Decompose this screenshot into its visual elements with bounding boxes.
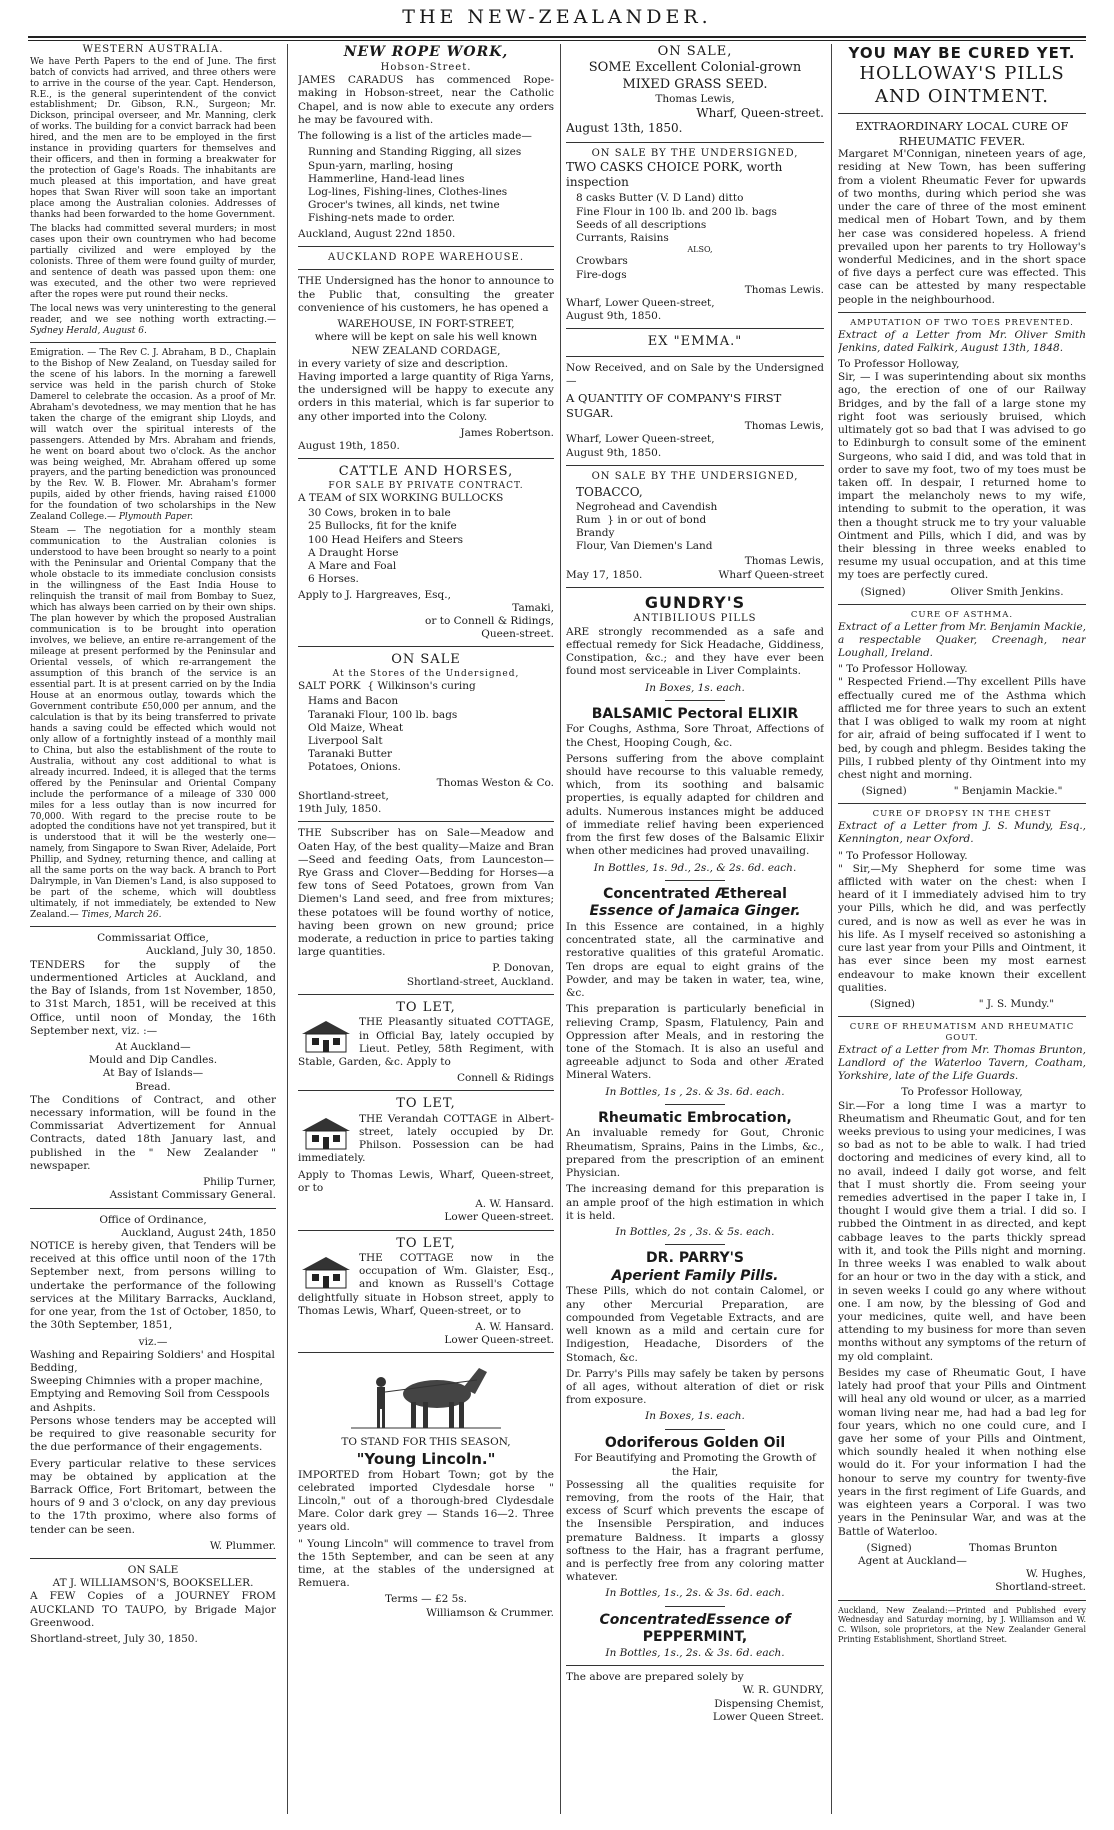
list-item: ALSO, — [687, 245, 713, 255]
signature: Oliver Smith Jenkins. — [950, 585, 1064, 598]
divider — [298, 1352, 554, 1353]
ad-heading: ON SALE BY THE UNDERSIGNED, — [591, 147, 799, 159]
divider — [665, 1104, 725, 1105]
ad-date: August 9th, 1850. — [566, 446, 662, 459]
ad-date: August 19th, 1850. — [298, 440, 400, 453]
notice-paragraph: NOTICE is hereby given, that Tenders will be received at this office until noon of the 17th September next, from persons willing to undertake the performance of the following services at the Military Barracks, Auckland, for one year, from the 1st of October, 1850, to the 30th September, 1851, — [30, 1240, 276, 1332]
ad-heading: Odoriferous Golden Oil — [604, 1434, 786, 1451]
signature: A. W. Hansard. — [475, 1320, 554, 1333]
divider — [838, 803, 1086, 804]
ad-place: Shortland-street, July 30, 1850. — [30, 1633, 198, 1646]
ad-heading: TO STAND FOR THIS SEASON, — [341, 1436, 511, 1449]
divider — [566, 328, 824, 329]
ad-paragraph: For Coughs, Asthma, Sore Throat, Affections of the Chest, Hooping Cough, &c. — [566, 723, 824, 749]
column-3: ON SALE, SOME Excellent Colonial-grown MIXED GRASS SEED. Thomas Lewis, Wharf, Queen-street. August 13th, 1850. ON SALE BY THE UNDERSIGNED, TWO CASKS CHOICE PORK, worth inspection 8 casks Butter (V. D Land) ditto Fine Flour in 100 lb. and 200 lb. bags Seeds of all descriptions Currants, Raisins ALSO, Crowbars Fire-dogs Thomas Lewis. Wharf, Lower Queen-street, August 9th, 1850. EX "EMMA." Now Received, and on Sale by the Undersigned— A QUANTITY OF COMPANY'S FIRST SUGAR. Thomas Lewis, Wharf, Lower Queen-street, August 9th, 1850. ON SALE BY THE UNDERSIGNED, TOBACCO, Negrohead and Cavendish Rum } in or out of bond Brandy Flour, Van Diemen's Land Thomas Lewis, May 17, 1850. Wharf Queen-street GUNDRY'S ANTIBILIOUS PILLS ARE strongly recommended as a safe and effectual remedy for Sick Headache, Giddiness, Constipation, &c.; and they have ever been found most serviceable in Liver Complaints. In Boxes, 1s. each. BALSAMIC Pectoral ELIXIR For Coughs, Asthma, Sore Throat, Affections of the Chest, Hooping Cough, &c. Persons suffering from the above complaint should have recourse to this valuable remedy, which, from its soothing and balsamic properties, is equally adapted for children and adults. Numerous instances might be adduced of immediate relief having been experienced from the first few doses of the Balsamic Elixir when other medicines had proved unavailing. In Bottles, 1s. 9d., 2s., & 2s. 6d. each. Concentrated Æthereal Essence of Jamaica Ginger. In this Essence are contained, in a highly concentrated state, all the carminative and restorative qualities of this grateful Aromatic. Ten drops are equal to eight grains of the Powder, and may be taken in water, tea, wine, &c. This preparation is particularly beneficial in relieving Cramp, Spasm, Flatulency, Pain and Oppression after Meals, and in restoring the tone of the Stomach. It is also an useful and agreeable adjunct to Soda and other Ærated Mineral Waters. In Bottles, 1s , 2s. & 3s. 6d. each. Rheumatic Embrocation, An invaluable remedy for Gout, Chronic Rheumatism, Sprains, Pains in the Limbs, &c., prepared from the prescription of an eminent Physician. The increasing demand for this preparation is an ample proof of the high estimation in which it is held. In Bottles, 2s , 3s. & 5s. each. DR. PARRY'S Aperient Family Pills. These Pills, which do not contain Calomel, or any other Mercurial Preparation, are compounded from Vegetable Extracts, and are well known as a mild and certain cure for Indigestion, Headache, Disorders of the Stomach, &c. Dr. Parry's Pills may safely be taken by persons of all ages, without alteration of diet or risk from exposure. In Boxes, 1s. each. Odoriferous Golden Oil For Beautifying and Promoting the Growth of the Hair, Possessing all the qualities requisite for removing, from the roots of the Hair, that excess of Scurf which prevents the escape of the Insensible Perspiration, and induces premature Baldness. It imparts a glossy softness to the Hair, has a fragrant perfume, and is perfectly free from any coloring matter whatever. In Bottles, 1s., 2s. & 3s. 6d. each. ConcentratedEssence of PEPPERMINT, In Bottles, 1s., 2s. & 3s. 6d. each. The above are prepared solely by W. R. GUNDRY, Dispensing Chemist, Lower Queen Street. — [566, 44, 824, 1723]
divider — [566, 465, 824, 466]
signature: Connell & Ridings — [456, 1072, 554, 1085]
signature: Philip Turner, — [203, 1176, 276, 1189]
ad-heading: ConcentratedEssence of — [599, 1611, 791, 1628]
letter-extract: Extract of a Letter from Mr. Oliver Smith Jenkins, dated Falkirk, August 13th, 1848. — [838, 328, 1086, 354]
ad-line: TWO CASKS CHOICE PORK, worth inspection — [566, 160, 783, 190]
ad-terms: Terms — £2 5s. — [384, 1593, 468, 1606]
horse-illustration-icon — [351, 1358, 501, 1432]
letter-body: Sir.—For a long time I was a martyr to Rheumatism and Rheumatic Gout, and for ten weeks previous to using your medicines, I was so bad as not to be able to walk. I had tried doctoring and medicines of every kind, all to no avail, indeed I daily got worse, and felt that I must shortly die. From seeing your remedies advertised in the paper I take in, I thought I would give them a trial. I did so. I rubbed the Ointment in as directed, and kept cabbage leaves to the parts thickly spread with it, and took the Pills night and morning. In three weeks I was enabled to walk about for an hour or two in the day with a stick, and in seven weeks I could go any where without one. I am now, by the blessing of God and your medicines, quite well, and have been attending to my business for more than seven months without any symptoms of the return of my old complaint. — [838, 1099, 1086, 1363]
letter-salutation: " To Professor Holloway. — [838, 663, 968, 676]
article-source: Times, March 26. — [81, 910, 162, 921]
list-item: Currants, Raisins — [576, 232, 669, 245]
ad-subheading: Hobson-Street. — [380, 61, 472, 73]
ad-heading: TO LET, — [396, 999, 456, 1015]
ad-price: In Bottles, 2s , 3s. & 5s. each. — [615, 1226, 775, 1238]
divider — [30, 342, 276, 343]
list-item: Fire-dogs — [576, 268, 627, 281]
list-item: Log-lines, Fishing-lines, Clothes-lines — [308, 185, 508, 198]
column-divider — [560, 44, 561, 1814]
signature: " J. S. Mundy." — [978, 998, 1055, 1010]
ad-title: "Young Lincoln." — [356, 1449, 496, 1468]
ad-paragraph: THE Verandah COTTAGE in Albert-street, lately occupied by Dr. Philson. Possession can be had immediately. — [298, 1112, 554, 1165]
ad-subheading: ANTIBILIOUS PILLS — [633, 613, 757, 625]
cottage-illustration-icon — [298, 1115, 354, 1151]
ad-price: In Boxes, 1s. each. — [645, 681, 745, 694]
ad-heading: AUCKLAND ROPE WAREHOUSE. — [327, 251, 525, 263]
article-paragraph: Steam — The negotiation for a monthly steam communication to the Australian colonies is understood to have been brought so nearly to a point with the Peninsular and Oriental Company that the whole obstacle to its immediate conclusion consists in the willingness of the East India House to relinquish the transit of mail from Bombay to Suez, which has always been carried on by their own ships. The plan however by which the proposed Australian communication is to be brought into operation involves, we believe, an entire re-arrangement of the mileage at present performed by the Peninsular and Oriental vessels, of which re-arrangement the assumption of this branch of the service is an essential part. It is at present carried on by the India House at an enormous outlay, towards which the Government contribute £50,000 per annum, and the calculation is that by its being transferred to private hands a saving could be effected which would not only allow of a fortnightly instead of a monthly mail to China, but also the establishment of the route to Australia, without any cost additional to what is already incurred. Indeed, it is alleged that the terms offered by the Peninsular and Oriental Company include the performance of a mileage of 330 000 miles for a less outlay than is now incurred for 70,000. With regard to the precise route to be adopted the conditions have not yet transpired, but it is understood that it will be the westerly one—namely, from Singapore to Swan River, Adelaide, Port Phillip, and Sydney, returning thence, and calling at all the same ports on the way back. A branch to Port Dalrymple, in Van Diemen's Land, is also supposed to be part of the scheme, which will doubtless ultimately, if not immediately, be extended to New Zealand.— — [30, 526, 276, 921]
list-item: TOBACCO, — [576, 485, 643, 500]
ad-paragraph: Persons suffering from the above complaint should have recourse to this valuable remedy, which, from its soothing and balsamic properties, is equally adapted for children and adults. Numerous instances might be adduced of immediate relief having been experienced from the first few doses of the Balsamic Elixir when other medicines had proved unavailing. — [566, 752, 824, 858]
divider — [30, 1558, 276, 1559]
signature: Thomas Lewis. — [744, 283, 824, 296]
signed-label: (Signed) — [861, 785, 907, 798]
ad-heading: ON SALE — [391, 652, 461, 668]
agent-name: W. Hughes, — [1026, 1568, 1086, 1581]
divider — [665, 880, 725, 881]
divider — [566, 587, 824, 588]
article-paragraph: The blacks had committed several murders; in most cases upon their own countrymen who had become partially civilized and were employed by the colonists. Three of them were found guilty of murder, and sentence of death was passed upon them: one was executed, and the other two were reprieved after the ropes were put round their necks. — [30, 224, 276, 300]
divider — [838, 113, 1086, 114]
list-item: Flour, Van Diemen's Land — [576, 540, 713, 553]
list-item: Hammerline, Hand-lead lines — [308, 172, 465, 185]
list-item: 30 Cows, broken in to bale — [308, 507, 451, 520]
ad-line: in every variety of size and description. — [298, 357, 509, 370]
ad-place: Lower Queen Street. — [712, 1710, 824, 1723]
notice-paragraph: TENDERS for the supply of the undermentioned Articles at Auckland, and the Bay of Islands, from 1st November, 1850, to 31st March, 1851, will be received at this Office, until noon of Monday, the 16th September next, viz. :— — [30, 958, 276, 1037]
ad-paragraph: THE COTTAGE now in the occupation of Wm. Glaister, Esq., and known as Russell's Cottage delightfully situate in Hobson street, apply to Thomas Lewis, Wharf, Queen-street, or to — [298, 1251, 554, 1317]
ad-subheading: AT J. WILLIAMSON'S, BOOKSELLER. — [52, 1577, 254, 1590]
ad-subheading: For Beautifying and Promoting the Growth of the Hair, — [574, 1452, 816, 1478]
ad-date: Auckland, August 22nd 1850. — [298, 227, 456, 240]
ad-price: In Boxes, 1s. each. — [645, 1410, 745, 1423]
notice-office: Office of Ordinance, — [99, 1213, 207, 1226]
divider — [298, 269, 554, 270]
list-item: At Bay of Islands— — [102, 1067, 204, 1080]
signature: Thomas Lewis, — [744, 555, 824, 568]
ad-line: Queen-street. — [481, 628, 554, 641]
signature: Thomas Lewis, — [744, 420, 824, 433]
ad-place: Lower Queen-street. — [444, 1334, 554, 1347]
list-item: Bread. — [135, 1080, 171, 1093]
ad-heading: Concentrated Æthereal — [603, 885, 787, 902]
list-item: Fine Flour in 100 lb. and 200 lb. bags — [576, 205, 777, 218]
signature: P. Donovan, — [492, 962, 554, 975]
list-item: Rum — [576, 513, 601, 526]
signature: W. Plummer. — [209, 1539, 276, 1552]
ad-heading: GUNDRY'S — [644, 592, 746, 612]
article-source: Plymouth Paper. — [118, 512, 194, 523]
divider — [30, 926, 276, 927]
agent-place: Shortland-street. — [995, 1581, 1086, 1594]
signature: Williamson & Crummer. — [426, 1606, 554, 1619]
notice-paragraph: The Conditions of Contract, and other necessary information, will be found in the Commissariat Advertizement for Annual Contracts, dated 18th January last, and published in the " New Zealander " newspaper. — [30, 1093, 276, 1172]
ad-subheading: At the Stores of the Undersigned, — [332, 668, 520, 679]
list-item: A Mare and Foal — [308, 560, 397, 573]
divider — [665, 700, 725, 701]
signature-title: Dispensing Chemist, — [714, 1697, 824, 1710]
notice-viz: viz.— — [138, 1335, 168, 1348]
signature: W. R. GUNDRY, — [742, 1684, 824, 1697]
ad-heading: ON SALE, — [657, 44, 733, 59]
list-item: Liverpool Salt — [308, 734, 383, 747]
ad-place: Wharf Queen-street — [718, 568, 824, 581]
ad-paragraph: In this Essence are contained, in a highly concentrated state, all the carminative and restorative qualities of this grateful Aromatic. Ten drops are equal to eight grains of the Powder, and may be taken in water, tea, wine, &c. — [566, 921, 824, 1000]
ad-place: Wharf, Lower Queen-street, — [566, 296, 715, 309]
ad-paragraph: Having imported a large quantity of Riga Yarns, the undersigned will be happy to execute any orders in this material, which is far superior to any other imported into the Colony. — [298, 370, 554, 423]
list-item: 25 Bullocks, fit for the knife — [308, 520, 457, 533]
column-divider — [287, 44, 288, 1814]
notice-office: Commissariat Office, — [97, 932, 209, 945]
ad-subheading: FOR SALE BY PRIVATE CONTRACT. — [328, 480, 524, 491]
ad-paragraph: This preparation is particularly beneficial in relieving Cramp, Spasm, Flatulency, Pain and Oppression after Meals, and in restoring the tone of the Stomach. It is also an useful and agreeable adjunct to Soda and other Ærated Mineral Waters. — [566, 1003, 824, 1082]
cottage-illustration-icon — [298, 1254, 354, 1290]
letter-extract: Extract of a Letter from J. S. Mundy, Esq., Kennington, near Oxford. — [838, 820, 1086, 846]
article-source: Sydney Herald, August 6. — [30, 325, 147, 336]
list-item: Emptying and Removing Soil from Cesspools and Ashpits. — [30, 1388, 270, 1414]
letter-extract: Extract of a Letter from Mr. Benjamin Mackie, a respectable Quaker, Creenagh, near Loughall, Ireland. — [838, 620, 1086, 660]
ad-line: where will be kept on sale his well known — [314, 331, 538, 344]
ad-paragraph: SOME Excellent Colonial-grown MIXED GRASS SEED. — [588, 60, 802, 92]
column-2: NEW ROPE WORK, Hobson-Street. JAMES CARADUS has commenced Rope-making in Hobson-street, near the Catholic Chapel, and is now able to execute any orders he may be favoured with. The following is a list of the articles made— Running and Standing Rigging, all sizes Spun-yarn, marling, hosing Hammerline, Hand-lead lines Log-lines, Fishing-lines, Clothes-lines Grocer's twines, all kinds, net twine Fishing-nets made to order. Auckland, August 22nd 1850. AUCKLAND ROPE WAREHOUSE. THE Undersigned has the honor to announce to the Public that, consulting the greater convenience of his customers, he has opened a WAREHOUSE, IN FORT-STREET, where will be kept on sale his well known NEW ZEALAND CORDAGE, in every variety of size and description. Having imported a large quantity of Riga Yarns, the undersigned will be happy to execute any orders in this material, which is far superior to any other imported into the Colony. James Robertson. August 19th, 1850. CATTLE AND HORSES, FOR SALE BY PRIVATE CONTRACT. A TEAM of SIX WORKING BULLOCKS 30 Cows, broken in to bale 25 Bullocks, fit for the knife 100 Head Heifers and Steers A Draught Horse A Mare and Foal 6 Horses. Apply to J. Hargreaves, Esq., Tamaki, or to Connell & Ridings, Queen-street. ON SALE At the Stores of the Undersigned, SALT PORK { Wilkinson's curing Hams and Bacon Taranaki Flour, 100 lb. bags Old Maize, Wheat Liverpool Salt Taranaki Butter Potatoes, Onions. Thomas Weston & Co. Shortland-street, 19th July, 1850. THE Subscriber has on Sale—Meadow and Oaten Hay, of the best quality—Maize and Bran—Seed and feeding Oats, from Launceston—Rye Grass and Clover—Bedding for Horses—a few tons of Seed Potatoes, grown from Van Diemen's Land seed, and free from mixtures; these potatoes will be found worthy of notice, having been grown on new ground; price moderate, a reduction in price to parties taking large quantities. P. Donovan, Shortland-street, Auckland. TO LET, THE Pleasantly situated COTTAGE, in Official Bay, lately occupied by Lieut. Petley, 58th Regiment, with Stable, Garden, &c. Apply to Connell & Ridings TO LET, THE Verandah COTTAGE in Albert-street, lately occupied by Dr. Philson. Possession can be had immediately. Apply to Thomas Lewis, Wharf, Queen-street, or to A. W. Hansard. Lower Queen-street. TO LET, THE COTTAGE now in the occupation of Wm. Glaister, Esq., and known as Russell's Cottage delightfully situate in Hobson street, apply to Thomas Lewis, Wharf, Queen-street, or to A. W. Hansard. Lower Queen-street. TO STAND FOR THIS SEASON, "Young Lincoln." IMPORTED from Hobart Town; got by the celebrated imported Clydesdale horse " Lincoln," out of a thorough-bred Clydesdale Mare. Color dark grey — Stands 16—2. Three years old. " Young Lincoln" will commence to travel from the 15th September, and can be seen at any time, at the stables of the undersigned at Remuera. Terms — £2 5s. Williamson & Crummer. — [298, 44, 554, 1619]
ad-place: Lower Queen-street. — [444, 1211, 554, 1224]
signature: Wharf, Queen-street. — [696, 106, 824, 121]
list-item: Potatoes, Onions. — [308, 761, 401, 774]
divider — [838, 1016, 1086, 1017]
signed-label: (Signed) — [866, 1541, 912, 1554]
divider — [298, 821, 554, 822]
ad-heading: Essence of Jamaica Ginger. — [589, 903, 801, 920]
ad-date: May 17, 1850. — [566, 568, 643, 581]
letter-body: " Sir,—My Shepherd for some time was afflicted with water on the chest: when I heard of it I immediately advised him to try your Pills, which he did, and was perfectly cured, and is now as well as ever he was in his life. As I myself received so astonishing a cure last year from your Pills and Ointment, it has ever since been my most earnest endeavour to make known their excellent qualities. — [838, 862, 1086, 994]
signature-title: Assistant Commissary General. — [109, 1189, 276, 1202]
list-item: Old Maize, Wheat — [308, 721, 404, 734]
article-heading: WESTERN AUSTRALIA. — [82, 44, 224, 55]
masthead: THE NEW-ZEALANDER. — [402, 6, 712, 28]
list-item: Hams and Bacon — [308, 695, 399, 708]
section-heading: CURE OF DROPSY IN THE CHEST — [872, 809, 1052, 820]
ad-date: August 13th, 1850. — [566, 121, 683, 136]
divider — [838, 1600, 1086, 1601]
ad-paragraph: Dr. Parry's Pills may safely be taken by persons of all ages, without alteration of diet or risk from exposure. — [566, 1367, 824, 1407]
ad-paragraph: Possessing all the qualities requisite for removing, from the roots of the Hair, that excess of Scurf which prevents the escape of the Insensible Perspiration, and induces premature Baldness. It imparts a glossy softness to the Hair, has a fragrant perfume, and is perfectly free from any coloring matter whatever. — [566, 1478, 824, 1584]
ad-price: In Bottles, 1s., 2s. & 3s. 6d. each. — [605, 1587, 785, 1600]
list-item: Washing and Repairing Soldiers' and Hospital Bedding, — [30, 1348, 275, 1374]
letter-body: Sir, — I was superintending about six months ago, the erection of one of our Railway Bridges, and by the fall of a large stone my right foot was seriously bruised, which ultimately got so bad that I was advised to go to Edinburgh to consult some of the eminent Surgeons, who said I did, and was told that in order to save my foot, two of my toes must be taken off. In despair, I returned home to impart the melancholy news to my wife, intending to submit to the operation, it was then a thought struck me to try your valuable Ointment and Pills, which I did, and was by their blessing in three weeks enabled to resume my usual occupation, and at this time my toes are perfectly cured. — [838, 371, 1086, 582]
ad-line: WAREHOUSE, IN FORT-STREET, — [337, 318, 515, 331]
ad-paragraph: JAMES CARADUS has commenced Rope-making in Hobson-street, near the Catholic Chapel, and is now able to execute any orders he may be favoured with. — [298, 74, 554, 126]
imprint: Auckland, New Zealand:—Printed and Published every Wednesday and Saturday morning, by J. Williamson and W. C. Wilson, sole proprietors, at the New Zealander General Printing Establishment, Shortland Street. — [838, 1605, 1086, 1644]
ad-date: August 9th, 1850. — [566, 310, 662, 323]
list-item: 6 Horses. — [308, 573, 359, 586]
list-item: 8 casks Butter (V. D Land) ditto — [576, 192, 744, 205]
list-item: Negrohead and Cavendish — [576, 500, 718, 513]
list-item: A Draught Horse — [308, 546, 399, 559]
divider — [665, 1244, 725, 1245]
divider — [566, 356, 824, 357]
section-heading: CURE OF RHEUMATISM AND RHEUMATIC GOUT. — [849, 1022, 1075, 1043]
letter-body: Besides my case of Rheumatic Gout, I have lately had proof that your Pills and Ointment will heal any old wound or ulcer, as a married woman living near me, had had a bad leg for four years, which no one could cure, and I gave her some of your Pills and Ointment, which soundly healed it when nothing else would do it. For your information I had the honour to serve my country for twenty-five years in the first regiment of Life Guards, and was eighteen years a Corporal. I was two years in the Peninsular War, and was at the Battle of Waterloo. — [838, 1366, 1086, 1538]
ad-heading: DR. PARRY'S — [646, 1250, 744, 1267]
list-item: 100 Head Heifers and Steers — [308, 533, 463, 546]
ad-place: Shortland-street, Auckland. — [406, 975, 554, 988]
masthead-rule — [28, 36, 1086, 41]
divider — [298, 458, 554, 459]
ad-paragraph: Margaret M'Connigan, nineteen years of age, residing at New Town, has been suffering from a violent Rheumatic Fever for upwards of two months, during which period she was under the care of three of the most eminent medical men of Hobart Town, and by them her case was considered hopeless. A friend prevailed upon her parents to try Holloway's wonderful Medicines, and in the short space of five days a perfect cure was effected. This case can be attested by many respectable people in the neighbourhood. — [838, 148, 1086, 306]
ad-heading: EX "EMMA." — [647, 334, 743, 350]
ad-price: In Bottles, 1s. 9d., 2s., & 2s. 6d. each. — [593, 861, 797, 874]
ad-paragraph: THE Pleasantly situated COTTAGE, in Official Bay, lately occupied by Lieut. Petley, 58th Regiment, with Stable, Garden, &c. Apply to — [298, 1016, 554, 1068]
agent-label: Agent at Auckland— — [858, 1554, 967, 1567]
ad-heading: PEPPERMINT, — [642, 1629, 748, 1646]
ad-price: In Bottles, 1s , 2s. & 3s. 6d. each. — [605, 1085, 785, 1098]
ad-paragraph: The following is a list of the articles made— — [298, 130, 532, 143]
divider — [298, 246, 554, 247]
signature: James Robertson. — [460, 426, 554, 439]
ad-paragraph: The increasing demand for this preparation is an ample proof of the high estimation in which it is held. — [566, 1183, 824, 1222]
article-paragraph: The local news was very uninteresting to the general reader, and we see nothing worth extracting.— — [30, 303, 276, 325]
notice-place: Auckland, July 30, 1850. — [145, 945, 276, 958]
list-item: Sweeping Chimnies with a proper machine, — [30, 1375, 263, 1388]
divider — [298, 1090, 554, 1091]
ad-line: Apply to J. Hargreaves, Esq., — [298, 588, 451, 601]
ad-paragraph: These Pills, which do not contain Calomel, or any other Mercurial Preparation, are compounded from Vegetable Extracts, and are well known as a mild and certain cure for Indigestion, Headache, Disorders of the Stomach, &c. — [566, 1285, 824, 1364]
ad-heading: YOU MAY BE CURED YET. — [848, 44, 1076, 62]
column-divider — [831, 44, 832, 1814]
ad-heading: HOLLOWAY'S PILLS AND OINTMENT. — [859, 62, 1065, 107]
ad-paragraph: A FEW Copies of a JOURNEY FROM AUCKLAND TO TAUPO, by Brigade Major Greenwood. — [30, 1590, 276, 1629]
ad-heading: ON SALE — [127, 1564, 179, 1577]
list-item: At Auckland— — [115, 1040, 191, 1053]
ad-heading: TO LET, — [396, 1235, 456, 1251]
article-paragraph: Emigration. — The Rev C. J. Abraham, B D., Chaplain to the Bishop of New Zealand, on Tuesday sailed for the scene of his labors. In the morning a farewell service was held in the parish church of Stoke Damerel to celebrate the occasion. As a proof of Mr. Abraham's devotedness, we may mention that he has taken the charge of the emigrant ship Lloyds, and will watch over the spiritual interests of the passengers. Attended by Mrs. Abraham and friends, he went on board about two o'clock. As the anchor was being weighed, Mr. Abraham offered up some prayers, and the parting benediction was pronounced by the Rev. W. B. Flower. Mr. Abraham's former pupils, aided by other friends, having raised £1000 for the foundation of two scholarships in the New Zealand College.— — [30, 347, 276, 523]
divider — [838, 312, 1086, 313]
notice-paragraph: Persons whose tenders may be accepted will be required to give reasonable security for the due performance of their engagements. — [30, 1414, 276, 1454]
ad-line: NEW ZEALAND CORDAGE, — [351, 344, 501, 357]
letter-salutation: To Professor Holloway, — [901, 1086, 1023, 1099]
letter-salutation: " To Professor Holloway. — [838, 849, 968, 862]
divider — [30, 1208, 276, 1209]
divider — [298, 646, 554, 647]
signed-label: (Signed) — [869, 998, 916, 1010]
divider — [298, 1230, 554, 1231]
list-item: Brandy — [576, 527, 615, 539]
divider — [566, 142, 824, 143]
ad-heading: Rheumatic Embrocation, — [598, 1109, 792, 1126]
notice-place: Auckland, August 24th, 1850 — [121, 1226, 276, 1239]
signature: A. W. Hansard. — [475, 1198, 554, 1211]
ad-paragraph: The above are prepared solely by — [566, 1671, 744, 1684]
ad-paragraph: An invaluable remedy for Gout, Chronic Rheumatism, Sprains, Pains in the Limbs, &c., prepared from the prescription of an eminent Physician. — [566, 1127, 824, 1180]
ad-place: Wharf, Lower Queen-street, — [566, 433, 715, 446]
list-item: Wilkinson's curing — [377, 680, 476, 693]
section-heading: AMPUTATION OF TWO TOES PREVENTED. — [850, 317, 1074, 328]
ad-date: 19th July, 1850. — [298, 803, 382, 816]
list-item: Grocer's twines, all kinds, net twine — [308, 199, 500, 212]
ad-paragraph: THE Subscriber has on Sale—Meadow and Oaten Hay, of the best quality—Maize and Bran—Seed and feeding Oats, from Launceston—Rye Grass and Clover—Bedding for Horses—a few tons of Seed Potatoes, grown from Van Diemen's Land seed, and free from mixtures; these potatoes will be found worthy of notice, having been grown on new ground; price moderate, a reduction in price to parties taking large quantities. — [298, 827, 554, 959]
ad-heading: NEW ROPE WORK, — [343, 44, 509, 60]
divider — [665, 1429, 725, 1430]
list-item: Taranaki Butter — [308, 748, 392, 761]
article-paragraph: We have Perth Papers to the end of June. The first batch of convicts had arrived, and three others were to arrive in the course of the year. Capt. Henderson, R.E., is the general superintendent of the convict establishment; Dr. Gibson, R.N., Surgeon; Mr. Dickson, principal overseer, and Mr. Manning, clerk of works. The building for a convict barrack had been hired, and the men are to be employed in the first instance in providing quarters for themselves and their officers, and then in forming a breakwater for the protection of Gage's Roads. The inhabitants are much pleased at this importation, and have great hopes that Swan River will soon take an important place among the Australian colonies. Addresses of thanks had been forwarded to the home Government. — [30, 56, 276, 221]
divider — [298, 994, 554, 995]
signature: Thomas Lewis, — [655, 93, 735, 106]
divider — [566, 1665, 824, 1666]
letter-body: " Respected Friend.—Thy excellent Pills have effectually cured me of the Asthma which afflicted me for three years to such an extent that I was obliged to walk my room at night for air, afraid of being suffocated if I went to bed, by cough and phlegm. Besides taking the Pills, I rubbed plenty of thy Ointment into my chest night and morning. — [838, 676, 1086, 782]
signature: Thomas Weston & Co. — [436, 776, 554, 789]
ad-line: A TEAM of SIX WORKING BULLOCKS — [298, 491, 504, 504]
ad-paragraph: Now Received, and on Sale by the Undersigned— — [566, 361, 824, 388]
cottage-illustration-icon — [298, 1018, 354, 1054]
ad-price: In Bottles, 1s., 2s. & 3s. 6d. each. — [605, 1646, 785, 1659]
section-heading: EXTRAORDINARY LOCAL CURE OF RHEUMATIC FEVER. — [855, 119, 1069, 148]
signature: Thomas Brunton — [968, 1541, 1058, 1554]
ad-place: Shortland-street, — [298, 789, 389, 802]
ad-line: or to Connell & Ridings, — [425, 614, 554, 627]
ad-paragraph: Apply to Thomas Lewis, Wharf, Queen-street, or to — [298, 1168, 554, 1194]
divider — [665, 1606, 725, 1607]
ad-heading: TO LET, — [396, 1096, 456, 1112]
signature: " Benjamin Mackie." — [953, 785, 1063, 798]
list-item: SALT PORK — [298, 680, 361, 693]
signed-label: (Signed) — [860, 585, 906, 598]
ad-paragraph: ARE strongly recommended as a safe and effectual remedy for Sick Headache, Giddiness, Constipation, &c.; and they have ever been found most serviceable in Liver Complaints. — [566, 625, 824, 678]
list-item: Fishing-nets made to order. — [308, 212, 455, 225]
list-item: Spun-yarn, marling, hosing — [308, 159, 454, 172]
column-1 — [30, 44, 276, 1646]
ad-paragraph: IMPORTED from Hobart Town; got by the celebrated imported Clydesdale horse " Lincoln," out of a thorough-bred Clydesdale Mare. Color dark grey — Stands 16—2. Three years old. — [298, 1468, 554, 1534]
list-item: Running and Standing Rigging, all sizes — [308, 146, 522, 159]
ad-line: Tamaki, — [512, 601, 554, 614]
ad-paragraph: " Young Lincoln" will commence to travel from the 15th September, and can be seen at any time, at the stables of the undersigned at Remuera. — [298, 1537, 554, 1590]
ad-line: A QUANTITY OF COMPANY'S FIRST SUGAR. — [566, 391, 782, 420]
ad-heading: BALSAMIC Pectoral ELIXIR — [591, 705, 799, 722]
divider — [838, 604, 1086, 605]
notice-paragraph: Every particular relative to these services may be obtained by application at the Barrack Office, Fort Britomart, between the hours of 9 and 3 o'clock, on any day previous to the 17th proximo, where also forms of tender can be seen. — [30, 1457, 276, 1536]
column-4 — [838, 44, 1086, 1648]
ad-heading: ON SALE BY THE UNDERSIGNED, — [591, 470, 799, 482]
ad-heading: CATTLE AND HORSES, — [338, 464, 514, 480]
letter-extract: Extract of a Letter from Mr. Thomas Brunton, Landlord of the Waterloo Tavern, Coatham, Yorkshire, late of the Life Guards. — [838, 1043, 1086, 1083]
list-item: Taranaki Flour, 100 lb. bags — [308, 708, 458, 721]
list-item: in or out of bond — [617, 513, 707, 526]
ad-heading: Aperient Family Pills. — [611, 1267, 779, 1284]
ad-paragraph: THE Undersigned has the honor to announce to the Public that, consulting the greater convenience of his customers, he has opened a — [298, 275, 554, 314]
letter-salutation: To Professor Holloway, — [838, 357, 960, 370]
section-heading: CURE OF ASTHMA. — [910, 609, 1014, 620]
list-item: Seeds of all descriptions — [576, 218, 707, 231]
list-item: Crowbars — [576, 255, 628, 268]
list-item: Mould and Dip Candles. — [88, 1054, 218, 1067]
